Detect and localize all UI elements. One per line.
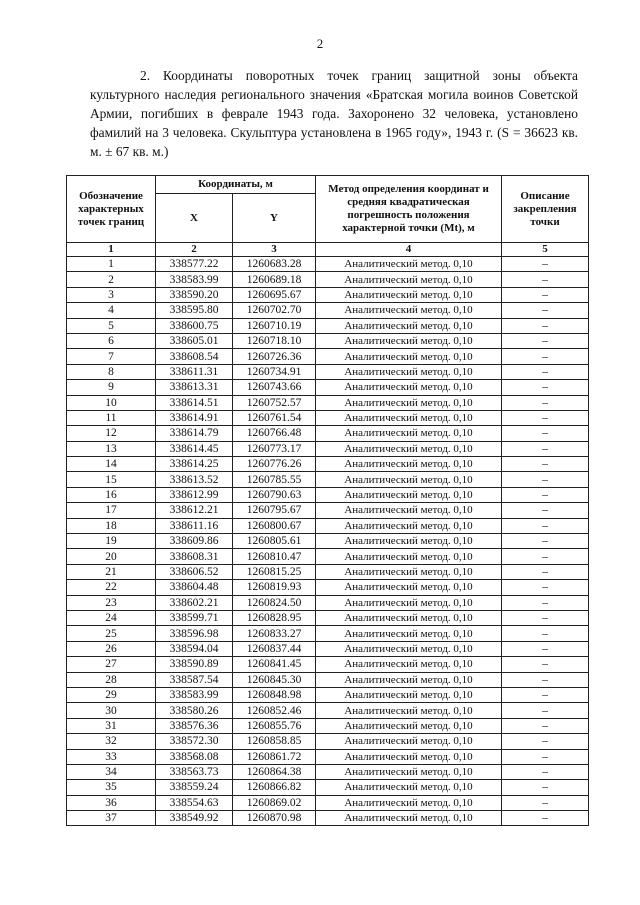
cell-y-coordinate: 1260689.18 (233, 272, 316, 287)
cell-fixing: – (502, 626, 589, 641)
cell-method: Аналитический метод. 0,10 (316, 580, 502, 595)
cell-point-number: 30 (67, 703, 156, 718)
cell-fixing: – (502, 472, 589, 487)
cell-point-number: 1 (67, 257, 156, 272)
cell-x-coordinate: 338613.52 (156, 472, 233, 487)
cell-x-coordinate: 338572.30 (156, 734, 233, 749)
cell-y-coordinate: 1260870.98 (233, 811, 316, 826)
table-row (67, 718, 589, 733)
cell-y-coordinate: 1260819.93 (233, 580, 316, 595)
cell-fixing: – (502, 610, 589, 625)
table-row (67, 487, 589, 502)
cell-fixing: – (502, 641, 589, 656)
cell-y-coordinate: 1260833.27 (233, 626, 316, 641)
cell-y-coordinate: 1260726.36 (233, 349, 316, 364)
cell-method: Аналитический метод. 0,10 (316, 795, 502, 810)
cell-y-coordinate: 1260683.28 (233, 257, 316, 272)
cell-method: Аналитический метод. 0,10 (316, 318, 502, 333)
cell-x-coordinate: 338614.51 (156, 395, 233, 410)
cell-y-coordinate: 1260718.10 (233, 333, 316, 348)
cell-point-number: 15 (67, 472, 156, 487)
cell-fixing: – (502, 687, 589, 702)
cell-y-coordinate: 1260773.17 (233, 441, 316, 456)
cell-x-coordinate: 338602.21 (156, 595, 233, 610)
cell-method: Аналитический метод. 0,10 (316, 534, 502, 549)
cell-fixing: – (502, 380, 589, 395)
cell-fixing: – (502, 349, 589, 364)
cell-x-coordinate: 338609.86 (156, 534, 233, 549)
cell-fixing: – (502, 549, 589, 564)
cell-method: Аналитический метод. 0,10 (316, 410, 502, 425)
table-row (67, 333, 589, 348)
table-row (67, 349, 589, 364)
table-row (67, 610, 589, 625)
cell-point-number: 16 (67, 487, 156, 502)
cell-method: Аналитический метод. 0,10 (316, 703, 502, 718)
cell-x-coordinate: 338583.99 (156, 272, 233, 287)
table-row (67, 410, 589, 425)
cell-y-coordinate: 1260766.48 (233, 426, 316, 441)
cell-y-coordinate: 1260841.45 (233, 657, 316, 672)
cell-fixing: – (502, 811, 589, 826)
cell-y-coordinate: 1260869.02 (233, 795, 316, 810)
table-row (67, 764, 589, 779)
cell-method: Аналитический метод. 0,10 (316, 641, 502, 656)
cell-x-coordinate: 338611.31 (156, 364, 233, 379)
cell-x-coordinate: 338612.21 (156, 503, 233, 518)
cell-point-number: 36 (67, 795, 156, 810)
table-row (67, 564, 589, 579)
cell-fixing: – (502, 749, 589, 764)
cell-point-number: 18 (67, 518, 156, 533)
cell-y-coordinate: 1260702.70 (233, 303, 316, 318)
cell-y-coordinate: 1260861.72 (233, 749, 316, 764)
cell-x-coordinate: 338614.45 (156, 441, 233, 456)
cell-y-coordinate: 1260852.46 (233, 703, 316, 718)
cell-fixing: – (502, 487, 589, 502)
cell-method: Аналитический метод. 0,10 (316, 287, 502, 302)
cell-method: Аналитический метод. 0,10 (316, 457, 502, 472)
cell-y-coordinate: 1260855.76 (233, 718, 316, 733)
cell-point-number: 6 (67, 333, 156, 348)
cell-y-coordinate: 1260810.47 (233, 549, 316, 564)
table-row (67, 657, 589, 672)
table-row (67, 303, 589, 318)
cell-method: Аналитический метод. 0,10 (316, 349, 502, 364)
header-fixing: Описание закрепления точки (502, 176, 589, 243)
cell-x-coordinate: 338604.48 (156, 580, 233, 595)
cell-x-coordinate: 338559.24 (156, 780, 233, 795)
header-designation: Обозначение характерных точек границ (67, 176, 156, 243)
cell-point-number: 2 (67, 272, 156, 287)
cell-method: Аналитический метод. 0,10 (316, 672, 502, 687)
cell-x-coordinate: 338600.75 (156, 318, 233, 333)
cell-x-coordinate: 338549.92 (156, 811, 233, 826)
table-row (67, 811, 589, 826)
cell-method: Аналитический метод. 0,10 (316, 303, 502, 318)
cell-x-coordinate: 338605.01 (156, 333, 233, 348)
cell-x-coordinate: 338590.89 (156, 657, 233, 672)
cell-fixing: – (502, 780, 589, 795)
cell-x-coordinate: 338580.26 (156, 703, 233, 718)
cell-method: Аналитический метод. 0,10 (316, 426, 502, 441)
column-number: 1 (67, 243, 156, 257)
cell-y-coordinate: 1260752.57 (233, 395, 316, 410)
table-row (67, 641, 589, 656)
cell-method: Аналитический метод. 0,10 (316, 626, 502, 641)
cell-y-coordinate: 1260837.44 (233, 641, 316, 656)
cell-method: Аналитический метод. 0,10 (316, 564, 502, 579)
table-row (67, 318, 589, 333)
cell-method: Аналитический метод. 0,10 (316, 472, 502, 487)
cell-x-coordinate: 338595.80 (156, 303, 233, 318)
cell-x-coordinate: 338608.54 (156, 349, 233, 364)
cell-y-coordinate: 1260805.61 (233, 534, 316, 549)
cell-point-number: 10 (67, 395, 156, 410)
cell-x-coordinate: 338587.54 (156, 672, 233, 687)
column-number: 2 (156, 243, 233, 257)
cell-point-number: 11 (67, 410, 156, 425)
table-row (67, 441, 589, 456)
table-row (67, 380, 589, 395)
cell-fixing: – (502, 534, 589, 549)
table-row (67, 287, 589, 302)
cell-point-number: 27 (67, 657, 156, 672)
cell-fixing: – (502, 703, 589, 718)
cell-x-coordinate: 338554.63 (156, 795, 233, 810)
cell-fixing: – (502, 426, 589, 441)
header-y: Y (233, 194, 316, 243)
cell-method: Аналитический метод. 0,10 (316, 610, 502, 625)
cell-method: Аналитический метод. 0,10 (316, 257, 502, 272)
cell-y-coordinate: 1260800.67 (233, 518, 316, 533)
cell-x-coordinate: 338568.08 (156, 749, 233, 764)
table-row (67, 703, 589, 718)
table-body (67, 257, 589, 826)
cell-fixing: – (502, 595, 589, 610)
cell-x-coordinate: 338596.98 (156, 626, 233, 641)
cell-y-coordinate: 1260776.26 (233, 457, 316, 472)
cell-x-coordinate: 338583.99 (156, 687, 233, 702)
cell-point-number: 8 (67, 364, 156, 379)
cell-y-coordinate: 1260858.85 (233, 734, 316, 749)
cell-point-number: 3 (67, 287, 156, 302)
cell-point-number: 31 (67, 718, 156, 733)
cell-method: Аналитический метод. 0,10 (316, 780, 502, 795)
cell-point-number: 12 (67, 426, 156, 441)
cell-method: Аналитический метод. 0,10 (316, 718, 502, 733)
table-row (67, 549, 589, 564)
cell-method: Аналитический метод. 0,10 (316, 549, 502, 564)
cell-y-coordinate: 1260734.91 (233, 364, 316, 379)
cell-method: Аналитический метод. 0,10 (316, 734, 502, 749)
cell-point-number: 35 (67, 780, 156, 795)
cell-point-number: 26 (67, 641, 156, 656)
cell-y-coordinate: 1260710.19 (233, 318, 316, 333)
header-coordinates: Координаты, м (156, 176, 316, 194)
cell-method: Аналитический метод. 0,10 (316, 395, 502, 410)
cell-point-number: 37 (67, 811, 156, 826)
cell-point-number: 14 (67, 457, 156, 472)
cell-point-number: 25 (67, 626, 156, 641)
cell-x-coordinate: 338613.31 (156, 380, 233, 395)
section-heading: 2. Координаты поворотных точек границ защитной зоны объекта культурного наследия регионального значения «Братская могила воинов Советской Армии, погибших в феврале 1943 года. Захоронено 32 человека, установлено фамилий на 3 человека. Скульптура установлена в 1965 году», 1943 г. (S = 36623 кв. м. ± 67 кв. м.) (90, 68, 578, 159)
cell-y-coordinate: 1260864.38 (233, 764, 316, 779)
cell-point-number: 24 (67, 610, 156, 625)
cell-point-number: 34 (67, 764, 156, 779)
cell-fixing: – (502, 718, 589, 733)
column-number: 4 (316, 243, 502, 257)
cell-fixing: – (502, 503, 589, 518)
cell-x-coordinate: 338577.22 (156, 257, 233, 272)
column-number: 3 (233, 243, 316, 257)
header-method: Метод определения координат и средняя квадратическая погрешность положения характерной точки (Mt), м (316, 176, 502, 243)
table-row (67, 580, 589, 595)
cell-fixing: – (502, 764, 589, 779)
cell-x-coordinate: 338576.36 (156, 718, 233, 733)
cell-fixing: – (502, 564, 589, 579)
cell-point-number: 22 (67, 580, 156, 595)
table-row (67, 426, 589, 441)
cell-fixing: – (502, 364, 589, 379)
cell-x-coordinate: 338612.99 (156, 487, 233, 502)
table-row (67, 503, 589, 518)
page-number: 2 (316, 36, 324, 51)
cell-y-coordinate: 1260848.98 (233, 687, 316, 702)
cell-y-coordinate: 1260785.55 (233, 472, 316, 487)
cell-fixing: – (502, 734, 589, 749)
table-row (67, 749, 589, 764)
cell-fixing: – (502, 457, 589, 472)
table-row (67, 595, 589, 610)
table-row (67, 257, 589, 272)
cell-x-coordinate: 338614.79 (156, 426, 233, 441)
column-number: 5 (502, 243, 589, 257)
cell-point-number: 5 (67, 318, 156, 333)
cell-fixing: – (502, 795, 589, 810)
cell-method: Аналитический метод. 0,10 (316, 380, 502, 395)
cell-x-coordinate: 338563.73 (156, 764, 233, 779)
cell-method: Аналитический метод. 0,10 (316, 272, 502, 287)
cell-method: Аналитический метод. 0,10 (316, 518, 502, 533)
cell-point-number: 21 (67, 564, 156, 579)
cell-method: Аналитический метод. 0,10 (316, 595, 502, 610)
cell-fixing: – (502, 287, 589, 302)
cell-y-coordinate: 1260795.67 (233, 503, 316, 518)
cell-x-coordinate: 338594.04 (156, 641, 233, 656)
cell-method: Аналитический метод. 0,10 (316, 764, 502, 779)
cell-x-coordinate: 338614.25 (156, 457, 233, 472)
cell-method: Аналитический метод. 0,10 (316, 687, 502, 702)
cell-method: Аналитический метод. 0,10 (316, 487, 502, 502)
coordinates-table (66, 175, 589, 826)
table-row (67, 472, 589, 487)
cell-x-coordinate: 338611.16 (156, 518, 233, 533)
cell-method: Аналитический метод. 0,10 (316, 503, 502, 518)
cell-fixing: – (502, 580, 589, 595)
cell-fixing: – (502, 518, 589, 533)
table-row (67, 672, 589, 687)
cell-y-coordinate: 1260828.95 (233, 610, 316, 625)
table-row (67, 272, 589, 287)
cell-point-number: 20 (67, 549, 156, 564)
cell-fixing: – (502, 303, 589, 318)
cell-y-coordinate: 1260824.50 (233, 595, 316, 610)
cell-point-number: 33 (67, 749, 156, 764)
cell-fixing: – (502, 272, 589, 287)
cell-point-number: 13 (67, 441, 156, 456)
cell-point-number: 19 (67, 534, 156, 549)
cell-y-coordinate: 1260761.54 (233, 410, 316, 425)
cell-method: Аналитический метод. 0,10 (316, 811, 502, 826)
cell-y-coordinate: 1260695.67 (233, 287, 316, 302)
cell-method: Аналитический метод. 0,10 (316, 333, 502, 348)
table-row (67, 364, 589, 379)
table-row (67, 734, 589, 749)
cell-point-number: 4 (67, 303, 156, 318)
header-x: X (156, 194, 233, 243)
cell-fixing: – (502, 395, 589, 410)
cell-x-coordinate: 338599.71 (156, 610, 233, 625)
cell-point-number: 28 (67, 672, 156, 687)
cell-fixing: – (502, 657, 589, 672)
cell-fixing: – (502, 441, 589, 456)
cell-point-number: 7 (67, 349, 156, 364)
cell-y-coordinate: 1260815.25 (233, 564, 316, 579)
cell-point-number: 9 (67, 380, 156, 395)
cell-y-coordinate: 1260845.30 (233, 672, 316, 687)
table-row (67, 395, 589, 410)
cell-x-coordinate: 338590.20 (156, 287, 233, 302)
cell-fixing: – (502, 257, 589, 272)
cell-point-number: 29 (67, 687, 156, 702)
table-row (67, 780, 589, 795)
cell-y-coordinate: 1260866.82 (233, 780, 316, 795)
table-row (67, 457, 589, 472)
cell-y-coordinate: 1260790.63 (233, 487, 316, 502)
cell-fixing: – (502, 410, 589, 425)
cell-point-number: 23 (67, 595, 156, 610)
cell-x-coordinate: 338606.52 (156, 564, 233, 579)
cell-y-coordinate: 1260743.66 (233, 380, 316, 395)
cell-fixing: – (502, 333, 589, 348)
table-row (67, 626, 589, 641)
cell-method: Аналитический метод. 0,10 (316, 364, 502, 379)
cell-x-coordinate: 338614.91 (156, 410, 233, 425)
cell-fixing: – (502, 318, 589, 333)
cell-point-number: 17 (67, 503, 156, 518)
table-row (67, 687, 589, 702)
table-row (67, 795, 589, 810)
cell-method: Аналитический метод. 0,10 (316, 749, 502, 764)
cell-x-coordinate: 338608.31 (156, 549, 233, 564)
cell-method: Аналитический метод. 0,10 (316, 657, 502, 672)
cell-point-number: 32 (67, 734, 156, 749)
cell-method: Аналитический метод. 0,10 (316, 441, 502, 456)
cell-fixing: – (502, 672, 589, 687)
table-row (67, 518, 589, 533)
table-row (67, 534, 589, 549)
